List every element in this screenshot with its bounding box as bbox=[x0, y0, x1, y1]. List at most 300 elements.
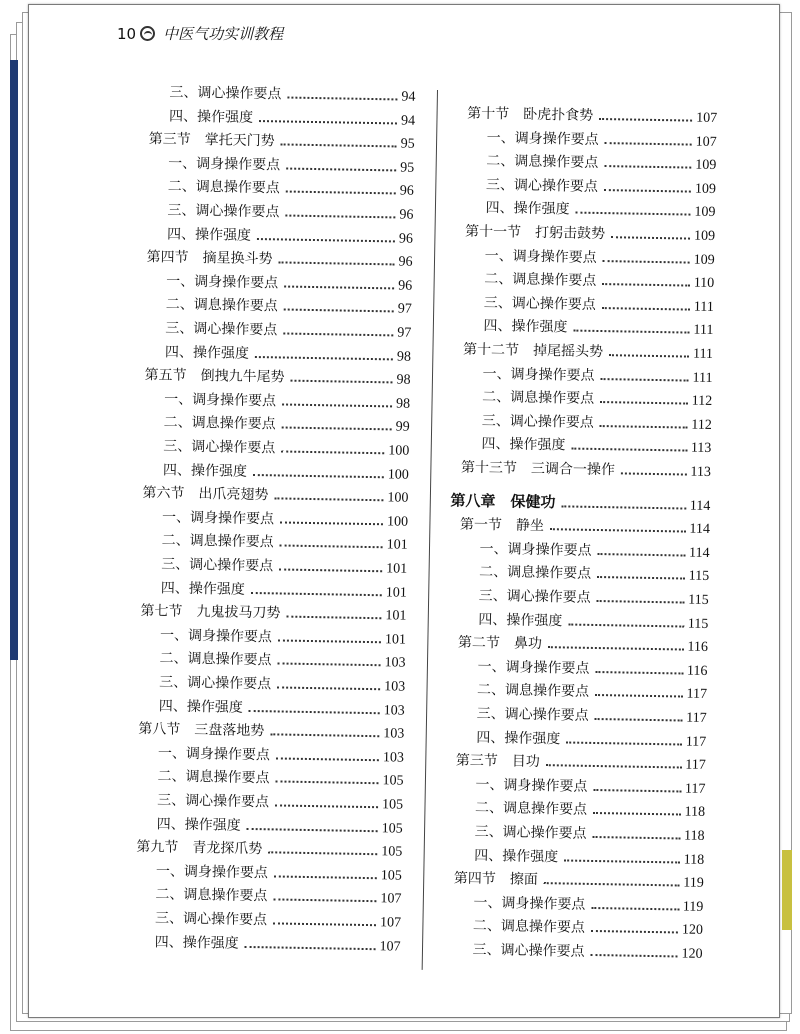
toc-entry[interactable] bbox=[140, 598, 406, 625]
toc-entry[interactable] bbox=[157, 764, 403, 790]
dot-leader bbox=[281, 144, 397, 148]
toc-entry-label: 二、调息操作要点 bbox=[476, 682, 590, 701]
dot-leader bbox=[275, 804, 378, 808]
toc-entry[interactable] bbox=[156, 858, 402, 884]
toc-entry-label: 三、调心操作要点 bbox=[163, 438, 276, 457]
toc-entry-label: 二、调息操作要点 bbox=[479, 564, 592, 583]
toc-entry[interactable] bbox=[477, 677, 707, 703]
toc-entry[interactable] bbox=[169, 103, 415, 129]
toc-entry-label: 四、操作强度 bbox=[164, 344, 250, 362]
toc-entry-label: 第十三节 三调合一操作 bbox=[460, 459, 616, 479]
dot-leader bbox=[593, 836, 681, 840]
toc-entry-page: 96 bbox=[398, 254, 413, 270]
dot-leader bbox=[278, 663, 381, 667]
dot-leader bbox=[275, 781, 378, 785]
toc-entry-label: 二、调息操作要点 bbox=[155, 886, 268, 905]
toc-entry-page: 114 bbox=[688, 545, 710, 561]
dot-leader bbox=[278, 639, 381, 643]
toc-entry-page: 111 bbox=[692, 346, 714, 362]
dot-leader bbox=[253, 474, 384, 478]
toc-entry[interactable] bbox=[482, 361, 712, 387]
toc-entry-page: 116 bbox=[687, 639, 709, 656]
dot-leader bbox=[564, 859, 680, 863]
toc-entry-label: 三、调心操作要点 bbox=[485, 176, 599, 195]
toc-entry-page: 100 bbox=[387, 490, 409, 506]
toc-entry[interactable] bbox=[467, 101, 717, 127]
dot-leader bbox=[600, 425, 688, 429]
dot-leader bbox=[245, 946, 376, 950]
toc-entry-label: 一、调身操作要点 bbox=[161, 509, 275, 528]
toc-entry-page: 95 bbox=[400, 136, 415, 152]
toc-entry[interactable] bbox=[149, 126, 415, 153]
toc-entry[interactable] bbox=[165, 315, 411, 341]
toc-entry-page: 110 bbox=[693, 275, 715, 292]
toc-entry-page: 113 bbox=[690, 441, 712, 457]
toc-entry[interactable] bbox=[477, 701, 707, 727]
toc-entry-page: 96 bbox=[399, 183, 414, 200]
toc-entry[interactable] bbox=[164, 386, 410, 412]
toc-entry-page: 117 bbox=[684, 781, 706, 797]
toc-entry-page: 116 bbox=[686, 663, 708, 679]
toc-entry-label: 四、操作强度 bbox=[158, 697, 243, 716]
dot-leader bbox=[604, 189, 691, 193]
dot-leader bbox=[591, 907, 679, 911]
dot-leader bbox=[571, 448, 687, 452]
dot-leader bbox=[274, 498, 383, 502]
toc-entry[interactable] bbox=[481, 431, 711, 457]
toc-entry-label: 四、操作强度 bbox=[485, 200, 570, 218]
toc-entry-page: 119 bbox=[682, 899, 704, 915]
dot-leader bbox=[285, 215, 395, 219]
toc-entry-page: 118 bbox=[684, 804, 706, 821]
toc-entry[interactable] bbox=[479, 536, 709, 562]
toc-entry[interactable] bbox=[450, 488, 710, 515]
toc-entry-label: 三、调心操作要点 bbox=[472, 941, 585, 960]
dot-leader bbox=[597, 553, 685, 557]
dot-leader bbox=[550, 528, 686, 532]
toc-entry-label: 二、调息操作要点 bbox=[157, 768, 270, 787]
toc-entry[interactable] bbox=[486, 172, 716, 198]
toc-entry-page: 115 bbox=[687, 616, 709, 632]
toc-entry[interactable] bbox=[487, 125, 717, 151]
toc-entry[interactable] bbox=[167, 221, 413, 247]
toc-entry-page: 118 bbox=[683, 852, 705, 868]
dot-leader bbox=[280, 521, 383, 525]
dot-leader bbox=[273, 899, 376, 903]
toc-entry-page: 118 bbox=[683, 828, 705, 844]
toc-entry-page: 107 bbox=[379, 915, 402, 931]
toc-entry[interactable] bbox=[144, 362, 410, 389]
toc-entry-label: 第八节 三盘落地势 bbox=[138, 721, 265, 740]
toc-entry-page: 113 bbox=[690, 464, 712, 480]
toc-entry[interactable] bbox=[168, 150, 414, 176]
dot-leader bbox=[575, 212, 690, 216]
toc-entry-label: 三、调心操作要点 bbox=[161, 556, 274, 575]
dot-leader bbox=[284, 285, 394, 289]
dot-leader bbox=[597, 600, 685, 604]
toc-entry-label: 二、调息操作要点 bbox=[486, 153, 599, 172]
toc-entry[interactable] bbox=[160, 622, 406, 648]
dot-leader bbox=[591, 930, 678, 934]
toc-entry-page: 117 bbox=[686, 710, 707, 726]
dot-leader bbox=[593, 812, 681, 816]
toc-entry-label: 二、调息操作要点 bbox=[159, 650, 272, 669]
toc-entry-label: 一、调身操作要点 bbox=[477, 658, 590, 677]
toc-entry-label: 四、操作强度 bbox=[168, 108, 254, 126]
dot-leader bbox=[247, 828, 378, 832]
toc-entry-label: 第十一节 打躬击鼓势 bbox=[464, 223, 606, 243]
toc-entry-page: 100 bbox=[388, 443, 410, 459]
toc-entry-page: 96 bbox=[399, 207, 414, 223]
toc-entry-page: 112 bbox=[691, 393, 713, 410]
toc-entry-label: 第十二节 掉尾摇头势 bbox=[462, 341, 604, 361]
dot-leader bbox=[286, 616, 381, 620]
toc-entry-label: 三、调心操作要点 bbox=[478, 587, 591, 606]
toc-entry[interactable] bbox=[163, 433, 409, 459]
dot-leader bbox=[546, 764, 682, 768]
dot-leader bbox=[605, 142, 692, 146]
dot-leader bbox=[279, 262, 395, 266]
toc-entry-page: 105 bbox=[381, 797, 404, 813]
toc-entry-label: 二、调息操作要点 bbox=[163, 414, 276, 433]
toc-entry-page: 101 bbox=[385, 608, 407, 624]
toc-entry[interactable] bbox=[474, 819, 704, 845]
toc-entry-label: 二、调息操作要点 bbox=[161, 532, 274, 551]
toc-entry[interactable] bbox=[165, 339, 411, 365]
toc-entry-page: 117 bbox=[685, 734, 707, 750]
toc-entry[interactable] bbox=[483, 313, 713, 339]
dot-leader bbox=[609, 354, 689, 357]
toc-entry[interactable] bbox=[166, 268, 412, 294]
toc-entry-label: 一、调身操作要点 bbox=[482, 365, 595, 384]
toc-entry-page: 101 bbox=[386, 561, 408, 577]
toc-entry-page: 111 bbox=[693, 299, 714, 315]
toc-entry[interactable] bbox=[155, 882, 401, 908]
toc-entry-page: 94 bbox=[401, 89, 416, 105]
toc-entry-label: 四、操作强度 bbox=[481, 436, 566, 454]
toc-entry-label: 一、调身操作要点 bbox=[486, 129, 599, 148]
toc-entry-label: 四、操作强度 bbox=[160, 579, 245, 598]
toc-entry[interactable] bbox=[158, 740, 404, 766]
toc-entry[interactable] bbox=[162, 528, 408, 554]
toc-entry-page: 94 bbox=[400, 113, 416, 129]
toc-entry[interactable] bbox=[479, 583, 709, 609]
dot-leader bbox=[257, 238, 395, 242]
toc-entry-label: 一、调身操作要点 bbox=[168, 155, 281, 174]
dot-leader bbox=[604, 165, 691, 169]
toc-entry-page: 107 bbox=[695, 110, 718, 127]
toc-entry-label: 一、调身操作要点 bbox=[157, 745, 271, 764]
dot-leader bbox=[597, 576, 685, 580]
toc-entry[interactable] bbox=[166, 292, 412, 318]
toc-entry-page: 111 bbox=[693, 323, 714, 339]
toc-entry-label: 二、调息操作要点 bbox=[472, 918, 586, 937]
dot-leader bbox=[268, 851, 377, 855]
toc-entry-label: 一、调身操作要点 bbox=[473, 894, 586, 913]
toc-entry[interactable] bbox=[161, 551, 407, 577]
dot-leader bbox=[259, 120, 397, 124]
toc-entry-page: 101 bbox=[385, 584, 407, 601]
toc-entry-label: 一、调身操作要点 bbox=[166, 273, 279, 292]
toc-entry[interactable] bbox=[161, 575, 407, 601]
toc-entry-page: 101 bbox=[386, 537, 408, 554]
toc-entry-label: 第八章 保健功 bbox=[450, 491, 556, 511]
toc-entry-label: 三、调心操作要点 bbox=[474, 823, 587, 842]
dot-leader bbox=[603, 260, 690, 264]
toc-entry-page: 95 bbox=[400, 160, 415, 176]
toc-entry-page: 103 bbox=[383, 702, 405, 719]
toc-entry[interactable] bbox=[169, 79, 415, 105]
toc-entry[interactable] bbox=[465, 219, 715, 245]
dot-leader bbox=[595, 671, 683, 675]
toc-entry[interactable] bbox=[168, 174, 414, 200]
toc-page bbox=[28, 4, 780, 1018]
toc-entry-page: 120 bbox=[681, 922, 704, 939]
toc-entry-page: 103 bbox=[384, 679, 406, 695]
toc-entry[interactable] bbox=[159, 669, 405, 695]
dot-leader bbox=[273, 922, 376, 926]
toc-entry[interactable] bbox=[486, 148, 716, 174]
dot-leader bbox=[573, 330, 689, 334]
toc-entry[interactable] bbox=[167, 197, 413, 223]
toc-entry-page: 114 bbox=[689, 498, 711, 514]
toc-entry-page: 97 bbox=[397, 301, 412, 318]
toc-entry-label: 四、操作强度 bbox=[156, 815, 241, 834]
toc-entry-page: 114 bbox=[689, 521, 711, 538]
toc-entry-page: 107 bbox=[380, 891, 402, 908]
dot-leader bbox=[282, 403, 392, 407]
dot-leader bbox=[283, 332, 393, 336]
toc-entry-page: 111 bbox=[692, 370, 713, 386]
toc-entry-label: 三、调心操作要点 bbox=[169, 84, 282, 103]
toc-entry-page: 109 bbox=[693, 228, 716, 245]
toc-entry-page: 103 bbox=[382, 750, 405, 766]
dot-leader bbox=[281, 450, 384, 454]
toc-entry-label: 一、调身操作要点 bbox=[479, 540, 592, 559]
toc-entry-label: 一、调身操作要点 bbox=[159, 627, 273, 646]
toc-entry-page: 96 bbox=[398, 278, 413, 294]
toc-entry-page: 99 bbox=[395, 419, 410, 436]
toc-entry-label: 二、调息操作要点 bbox=[482, 389, 595, 408]
toc-entry-label: 四、操作强度 bbox=[478, 611, 563, 629]
toc-entry-label: 一、调身操作要点 bbox=[164, 391, 277, 410]
dot-leader bbox=[270, 734, 379, 738]
dot-leader bbox=[611, 236, 690, 239]
toc-entry-label: 第五节 倒拽九牛尾势 bbox=[144, 367, 285, 386]
toc-entry-label: 第七节 九鬼拔马刀势 bbox=[140, 603, 281, 622]
toc-entry-page: 109 bbox=[694, 205, 716, 221]
toc-entry[interactable] bbox=[146, 244, 412, 271]
toc-entry-label: 二、调息操作要点 bbox=[484, 271, 597, 290]
dot-leader bbox=[287, 97, 397, 101]
toc-entry-label: 第三节 目功 bbox=[455, 752, 541, 771]
dot-leader bbox=[599, 118, 692, 122]
column-divider bbox=[422, 90, 438, 970]
toc-entry[interactable] bbox=[163, 457, 409, 483]
toc-entry-label: 第四节 摘星换斗势 bbox=[146, 249, 273, 268]
toc-entry-page: 120 bbox=[681, 946, 703, 962]
toc-entry-page: 115 bbox=[688, 592, 709, 608]
toc-entry[interactable] bbox=[142, 480, 408, 507]
page-number: 10 bbox=[117, 24, 137, 43]
dot-leader bbox=[595, 718, 683, 722]
toc-entry[interactable] bbox=[458, 630, 708, 656]
toc-entry-label: 四、操作强度 bbox=[166, 226, 252, 244]
toc-entry-label: 一、调身操作要点 bbox=[484, 247, 597, 266]
toc-entry-page: 101 bbox=[384, 632, 407, 648]
toc-entry-label: 三、调心操作要点 bbox=[483, 294, 596, 313]
toc-entry[interactable] bbox=[475, 772, 705, 798]
toc-entry[interactable] bbox=[138, 716, 404, 743]
toc-entry[interactable] bbox=[482, 408, 712, 434]
toc-entry-page: 98 bbox=[395, 396, 411, 412]
toc-entry-label: 第十节 卧虎扑食势 bbox=[467, 105, 594, 124]
dot-leader bbox=[255, 356, 393, 360]
toc-entry[interactable] bbox=[159, 646, 405, 672]
toc-entry[interactable] bbox=[157, 787, 403, 813]
toc-entry-page: 115 bbox=[688, 568, 710, 585]
book-title: 中医气功实训教程 bbox=[163, 25, 284, 43]
toc-entry[interactable] bbox=[456, 748, 706, 774]
toc-entry-page: 105 bbox=[381, 820, 403, 837]
dot-leader bbox=[276, 757, 379, 761]
dot-leader bbox=[548, 646, 684, 650]
toc-entry-label: 四、操作强度 bbox=[476, 729, 561, 747]
dot-leader bbox=[602, 283, 690, 287]
dot-leader bbox=[280, 545, 383, 549]
toc-entry[interactable] bbox=[164, 410, 410, 436]
toc-entry[interactable] bbox=[136, 834, 402, 861]
toc-entry-label: 三、调心操作要点 bbox=[481, 412, 594, 431]
toc-entry-label: 一、调身操作要点 bbox=[475, 776, 588, 795]
toc-entry[interactable] bbox=[478, 607, 708, 633]
toc-entry-page: 100 bbox=[386, 514, 409, 530]
toc-entry-label: 三、调心操作要点 bbox=[165, 320, 278, 339]
toc-entry-label: 三、调心操作要点 bbox=[159, 674, 272, 693]
toc-entry-label: 第二节 鼻功 bbox=[457, 634, 543, 653]
toc-entry-page: 109 bbox=[693, 252, 715, 268]
dot-leader bbox=[602, 307, 690, 311]
toc-entry[interactable] bbox=[463, 337, 713, 363]
toc-entry[interactable] bbox=[482, 384, 712, 410]
toc-entry-label: 三、调心操作要点 bbox=[156, 792, 270, 811]
toc-entry[interactable] bbox=[476, 725, 706, 751]
toc-entry[interactable] bbox=[159, 693, 405, 719]
dot-leader bbox=[544, 882, 680, 886]
toc-entry-page: 96 bbox=[398, 231, 414, 247]
toc-entry-page: 107 bbox=[379, 938, 401, 955]
dot-leader bbox=[590, 954, 677, 958]
dot-leader bbox=[286, 167, 396, 171]
toc-entry-page: 100 bbox=[387, 466, 409, 483]
toc-entry-page: 105 bbox=[382, 773, 404, 790]
toc-entry[interactable] bbox=[477, 654, 707, 680]
dot-leader bbox=[601, 378, 689, 382]
toc-entry[interactable] bbox=[479, 559, 709, 585]
toc-entry-label: 四、操作强度 bbox=[154, 933, 239, 952]
toc-entry[interactable] bbox=[460, 512, 710, 538]
dot-leader bbox=[249, 710, 380, 714]
toc-entry-label: 第四节 擦面 bbox=[453, 870, 538, 889]
toc-entry[interactable] bbox=[485, 195, 715, 221]
toc-entry-page: 98 bbox=[396, 372, 411, 388]
toc-entry[interactable] bbox=[475, 795, 705, 821]
toc-entry[interactable] bbox=[485, 243, 715, 269]
dot-leader bbox=[595, 694, 683, 698]
toc-entry[interactable] bbox=[484, 290, 714, 316]
toc-entry-page: 119 bbox=[683, 875, 704, 892]
dot-leader bbox=[568, 623, 684, 627]
dot-leader bbox=[593, 789, 681, 793]
dot-leader bbox=[561, 505, 686, 509]
dot-leader bbox=[286, 191, 396, 195]
toc-entry-label: 三、调心操作要点 bbox=[154, 910, 268, 929]
toc-entry[interactable] bbox=[473, 890, 703, 916]
dot-leader bbox=[251, 592, 382, 596]
toc-entry-label: 二、调息操作要点 bbox=[165, 296, 278, 315]
toc-entry-page: 97 bbox=[397, 325, 412, 341]
toc-entry[interactable] bbox=[162, 504, 408, 530]
toc-entry[interactable] bbox=[157, 811, 403, 837]
toc-entry-label: 三、调心操作要点 bbox=[476, 705, 589, 724]
toc-entry[interactable] bbox=[155, 929, 401, 955]
toc-entry-page: 109 bbox=[695, 157, 717, 174]
dot-leader bbox=[284, 309, 394, 313]
toc-entry[interactable] bbox=[454, 866, 704, 892]
toc-entry-page: 109 bbox=[694, 181, 717, 197]
toc-entry[interactable] bbox=[472, 937, 702, 963]
toc-entry[interactable] bbox=[474, 842, 704, 868]
toc-entry-label: 三、调心操作要点 bbox=[167, 202, 280, 221]
toc-entry-page: 103 bbox=[384, 655, 406, 672]
toc-entry[interactable] bbox=[473, 913, 703, 939]
dot-leader bbox=[621, 472, 687, 475]
toc-entry-label: 四、操作强度 bbox=[162, 462, 248, 480]
toc-entry-label: 二、调息操作要点 bbox=[167, 178, 280, 197]
toc-entry-label: 第九节 青龙探爪势 bbox=[136, 839, 263, 858]
toc-entry-page: 112 bbox=[691, 417, 712, 433]
toc-entry-page: 105 bbox=[380, 868, 402, 884]
toc-entry[interactable] bbox=[155, 905, 401, 931]
running-header bbox=[117, 23, 283, 44]
toc-entry-label: 一、调身操作要点 bbox=[155, 863, 269, 882]
dot-leader bbox=[277, 686, 380, 690]
toc-entry[interactable] bbox=[484, 266, 714, 292]
book-logo-icon bbox=[140, 26, 155, 41]
toc-entry-page: 103 bbox=[383, 726, 405, 742]
toc-entry[interactable] bbox=[461, 455, 711, 481]
dot-leader bbox=[279, 568, 382, 572]
toc-entry-page: 117 bbox=[685, 757, 706, 774]
toc-entry-page: 98 bbox=[396, 349, 412, 365]
cover-edge-stripe bbox=[10, 60, 18, 660]
toc-entry-page: 107 bbox=[695, 134, 717, 150]
toc-entry-label: 四、操作强度 bbox=[474, 847, 559, 865]
toc-entry-page: 105 bbox=[381, 844, 403, 860]
toc-entry-label: 四、操作强度 bbox=[483, 318, 568, 336]
dot-leader bbox=[274, 875, 377, 879]
dot-leader bbox=[282, 427, 392, 431]
toc-entry-label: 第六节 出爪亮翅势 bbox=[142, 485, 269, 504]
toc-entry-label: 第一节 静坐 bbox=[459, 516, 545, 535]
toc-entry-label: 二、调息操作要点 bbox=[474, 800, 588, 819]
toc-entry-label: 第三节 掌托天门势 bbox=[148, 131, 275, 150]
dot-leader bbox=[566, 741, 682, 745]
toc-entry-page: 117 bbox=[686, 686, 708, 703]
cover-edge-stripe bbox=[782, 850, 792, 930]
dot-leader bbox=[290, 380, 392, 384]
dot-leader bbox=[600, 401, 688, 405]
